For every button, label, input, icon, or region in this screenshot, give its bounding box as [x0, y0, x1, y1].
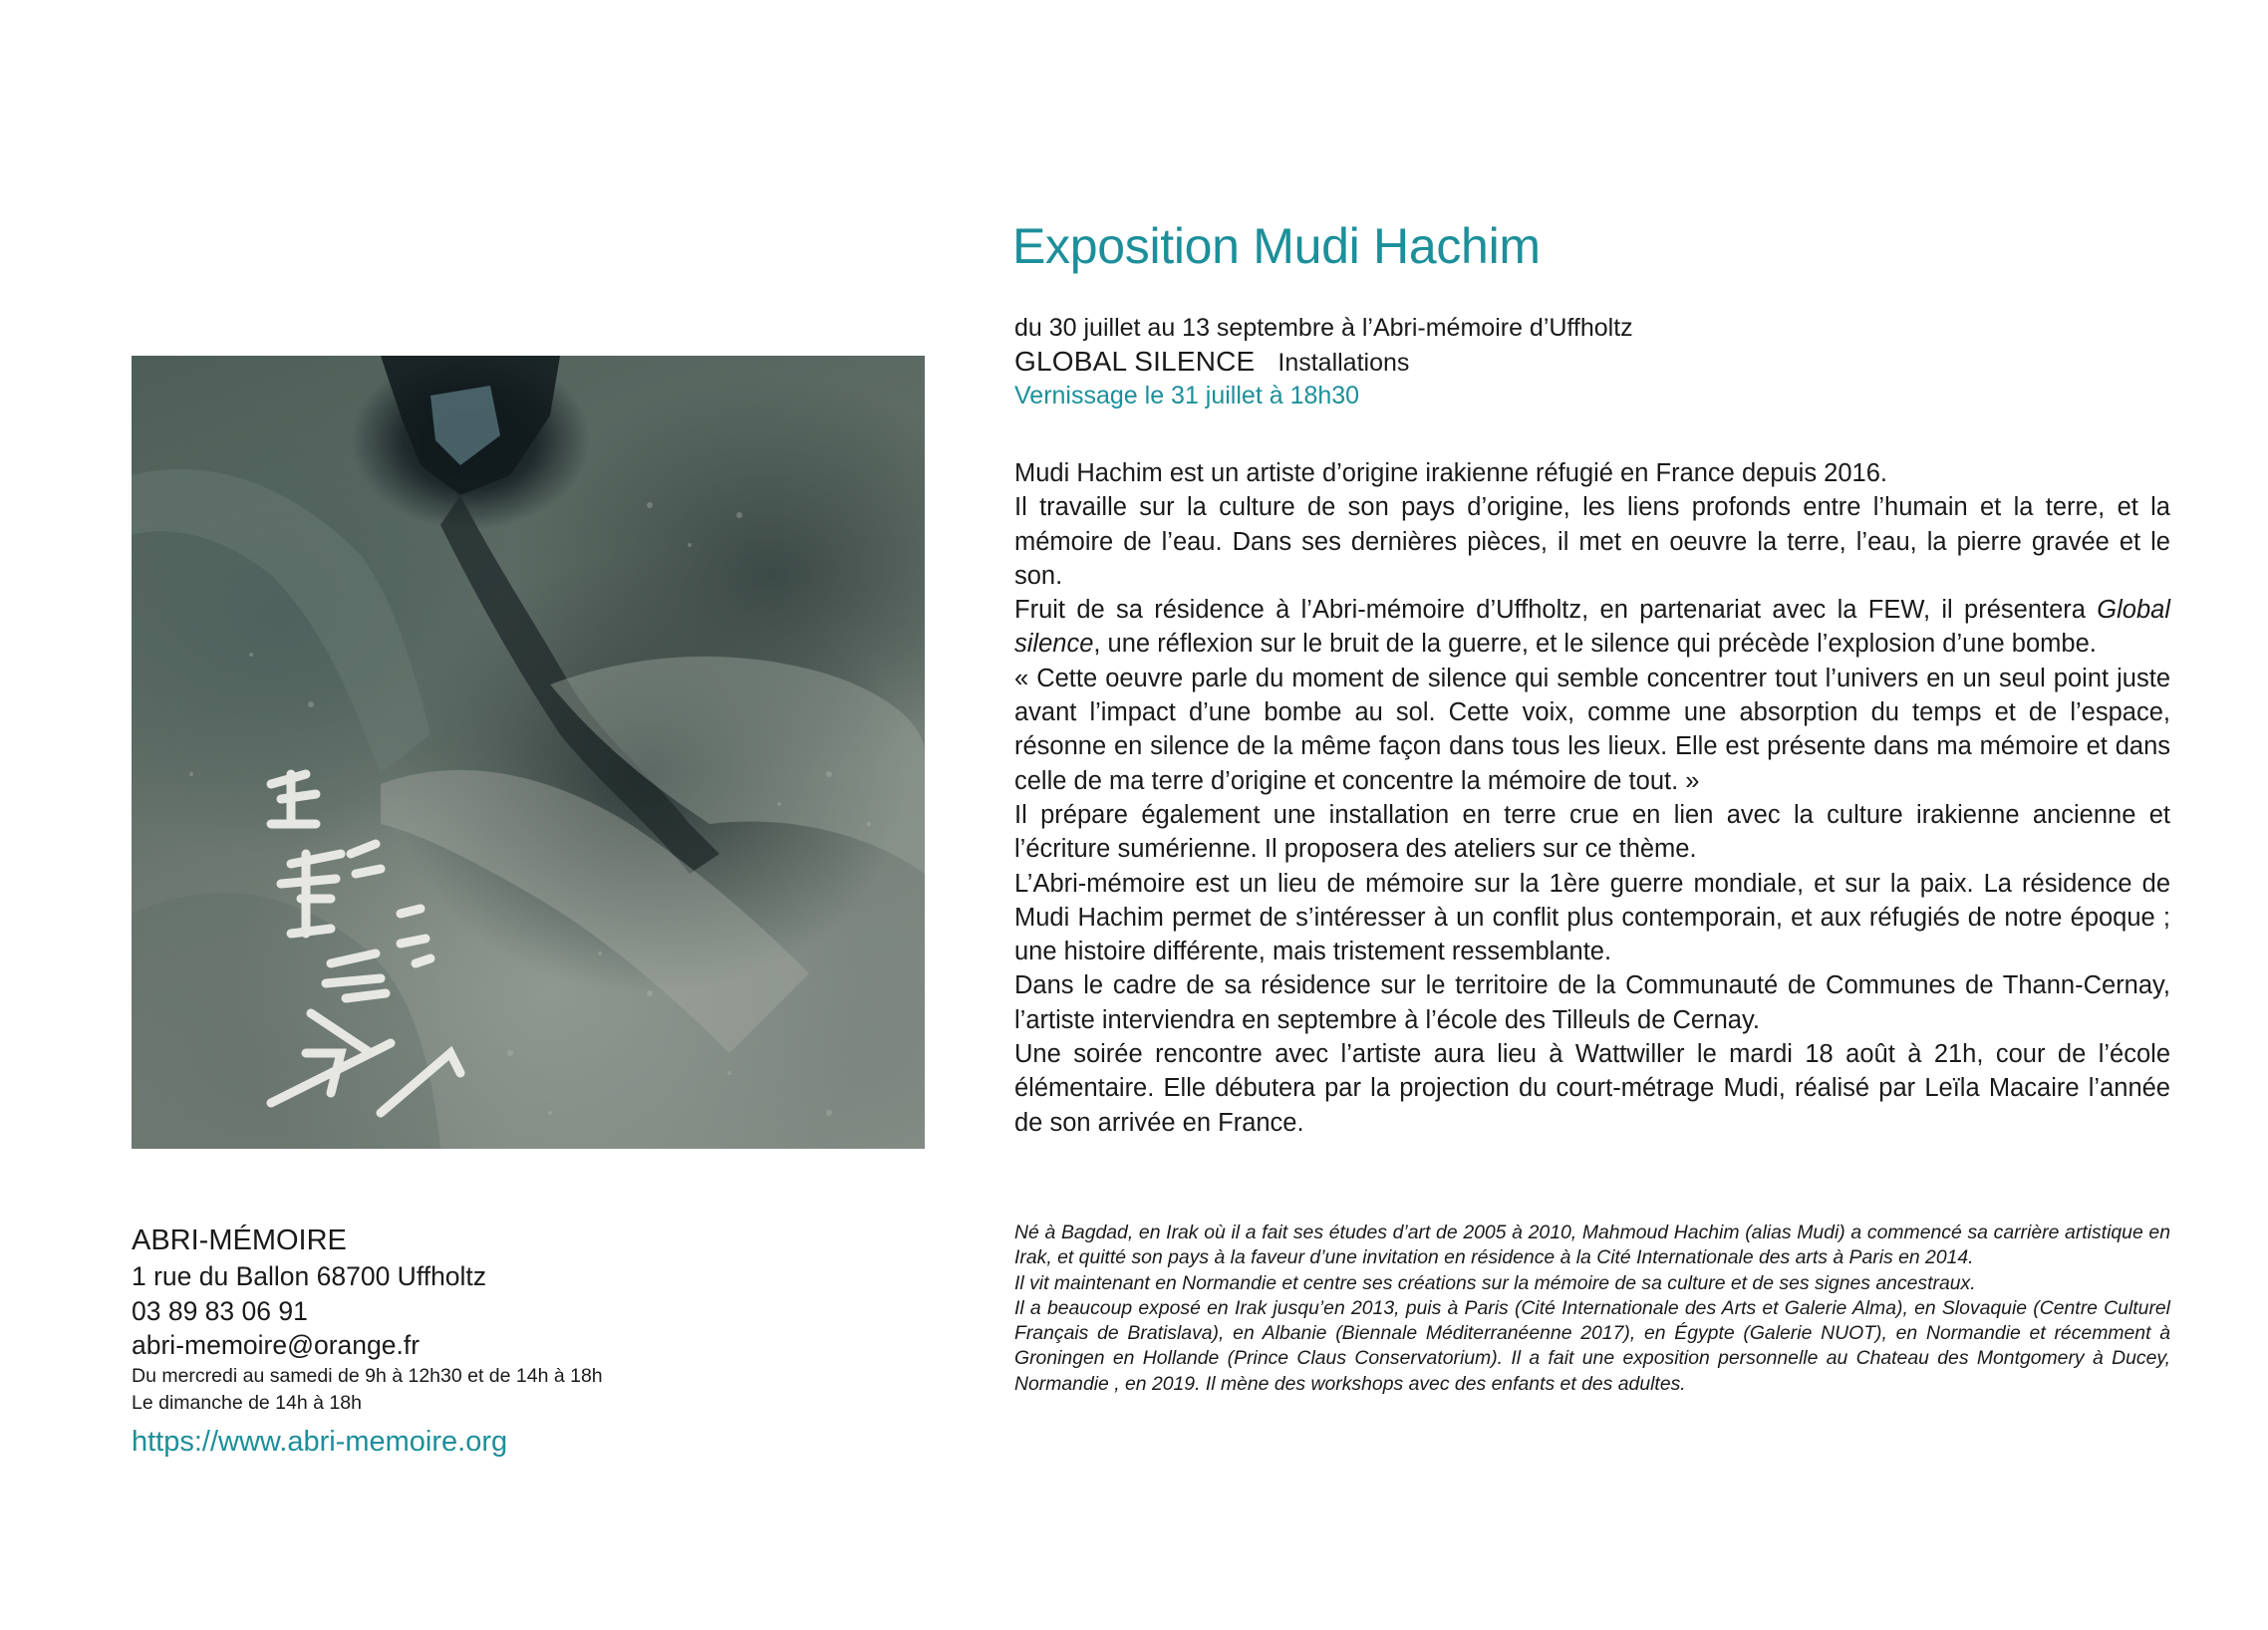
bio-paragraph: Il a beaucoup exposé en Irak jusqu’en 2013, puis à Paris (Cité Internationale des Arts et Galerie Alma), en Slovaquie (Centre Culturel Français de Bratislava), en Albanie (Biennale Méditerranéenne 2017), en Égypte (Galerie NUOT), en Normandie et récemment à Groningen en Hollande (Prince Claus Conservatorium). Il a fait une exposition personnelle au Chateau des Montgomery à Ducey, Normandie , en 2019. Il mène des workshops avec des enfants et des adultes. — [1014, 1296, 2170, 1395]
artist-bio — [1014, 1221, 2170, 1397]
opening-hours-week: Du mercredi au samedi de 9h à 12h30 et de 14h à 18h — [132, 1364, 603, 1387]
description-paragraph: Dans le cadre de sa résidence sur le territoire de la Communauté de Communes de Thann-Cernay, l’artiste interviendra en septembre à l’école des Tilleuls de Cernay. — [1014, 971, 2170, 1034]
venue-name: ABRI-MÉMOIRE — [132, 1224, 347, 1256]
venue-email: abri-memoire@orange.fr — [132, 1330, 421, 1360]
text-span: , une réflexion sur le bruit de la guerre, et le silence qui précède l’explosion d’une bombe. — [1093, 630, 2097, 659]
bio-paragraph: Il vit maintenant en Normandie et centre ses créations sur la mémoire de sa culture et de ses signes ancestraux. — [1014, 1271, 1976, 1294]
opening-info: Vernissage le 31 juillet à 18h30 — [1014, 382, 1360, 409]
description-paragraph: L’Abri-mémoire est un lieu de mémoire sur la 1ère guerre mondiale, et sur la paix. La résidence de Mudi Hachim permet de s’intéresser à un conflit plus contemporain, et aux réfugiés de notre époque ; une histoire différente, mais tristement ressemblante. — [1014, 869, 2170, 966]
work-title-italic: Global silence — [1014, 596, 2170, 659]
work-title: GLOBAL SILENCE — [1014, 346, 1256, 377]
venue-address: 1 rue du Ballon 68700 Uffholtz — [132, 1261, 487, 1291]
description — [1014, 456, 2170, 1140]
description-paragraph: Mudi Hachim est un artiste d’origine irakienne réfugié en France depuis 2016. — [1014, 459, 1887, 487]
contact-block — [132, 1222, 949, 1461]
bio-paragraph: Né à Bagdad, en Irak où il a fait ses études d’art de 2005 à 2010, Mahmoud Hachim (alias Mudi) a commencé sa carrière artistique en Irak, et quitté son pays à la faveur d’une invitation en résidence à la Cité Internationale des arts à Paris en 2014. — [1014, 1222, 2170, 1269]
work-type: Installations — [1277, 349, 1410, 377]
exhibition-title: Exposition Mudi Hachim — [1012, 218, 1541, 274]
text-span: Fruit de sa résidence à l’Abri-mémoire d’Uffholtz, en partenariat avec la FEW, il présentera — [1014, 596, 2086, 625]
exhibition-dates: du 30 juillet au 13 septembre à l’Abri-mémoire d’Uffholtz — [1014, 314, 1633, 342]
exhibition-photo — [132, 356, 925, 1149]
artist-quote: « Cette oeuvre parle du moment de silence qui semble concentrer tout l’univers en un seul point juste avant l’impact d’une bombe au sol. Cette voix, comme une absorption du temps et de l’espace, résonne en silence de la même façon dans tous les lieux. Elle est présente dans ma mémoire et dans celle de ma terre d’origine et concentre la mémoire de tout. » — [1014, 664, 2170, 795]
description-paragraph: Il travaille sur la culture de son pays d’origine, les liens profonds entre l’humain et la terre, et la mémoire de l’eau. Dans ses dernières pièces, il met en oeuvre la terre, l’eau, la pierre gravée et le son. — [1014, 493, 2170, 590]
description-paragraph — [1014, 593, 2170, 662]
venue-phone: 03 89 83 06 91 — [132, 1295, 308, 1326]
description-paragraph: Il prépare également une installation en terre crue en lien avec la culture irakienne ancienne et l’écriture sumérienne. Il proposera des ateliers sur ce thème. — [1014, 800, 2170, 864]
work-heading — [1014, 345, 1409, 380]
opening-hours-sunday: Le dimanche de 14h à 18h — [132, 1391, 362, 1414]
description-paragraph: Une soirée rencontre avec l’artiste aura lieu à Wattwiller le mardi 18 août à 21h, cour de l’école élémentaire. Elle débutera par la projection du court-métrage Mudi, réalisé par Leïla Macaire l’année de son arrivée en France. — [1014, 1040, 2170, 1137]
engraved-rock-illustration — [132, 356, 925, 1149]
website-link[interactable]: https://www.abri-memoire.org — [132, 1425, 508, 1458]
